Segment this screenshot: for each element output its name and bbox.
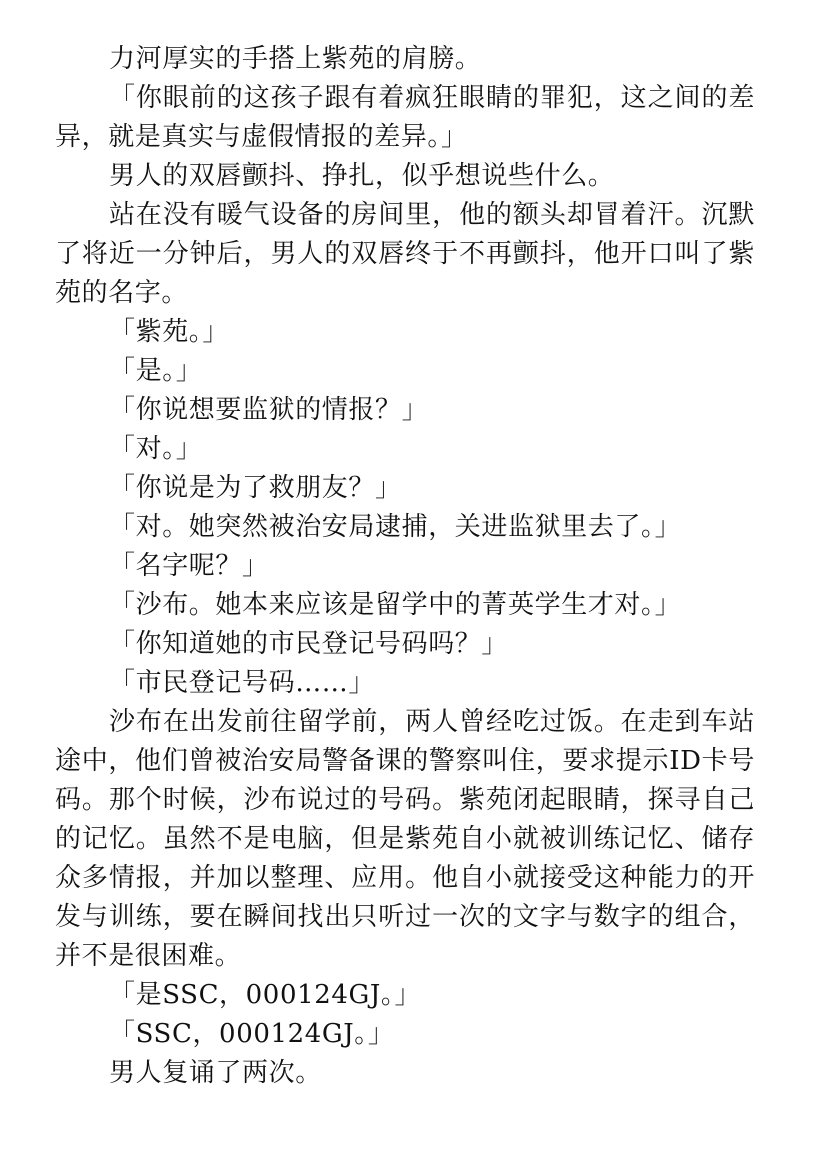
paragraph-dialogue: 「沙布。她本来应该是留学中的菁英学生才对。」	[109, 590, 682, 620]
paragraph-dialogue: 「市民登记号码……」	[109, 668, 376, 698]
paragraph-narration: 力河厚实的手搭上紫苑的肩膀。	[109, 44, 482, 74]
paragraph-dialogue: 「是。」	[109, 356, 203, 386]
paragraph-dialogue: 「紫苑。」	[109, 317, 230, 347]
paragraph-dialogue: 「你知道她的市民登记号码吗？」	[109, 629, 509, 659]
paragraph-narration: 站在没有暖气设备的房间里，他的额头却冒着汗。沉默了将近一分钟后，男人的双唇终于不再颤抖，他开口叫了紫苑的名字。	[55, 200, 755, 308]
paragraph-dialogue: 「你说是为了救朋友？」	[109, 473, 402, 503]
paragraph-dialogue: 「你说想要监狱的情报？」	[109, 395, 429, 425]
paragraph-narration: 沙布在出发前往留学前，两人曾经吃过饭。在走到车站途中，他们曾被治安局警备课的警察叫住，要求提示ID卡号码。那个时候，沙布说过的号码。紫苑闭起眼睛，探寻自己的记忆。虽然不是电脑，但是紫苑自小就被训练记忆、储存众多情报，并加以整理、应用。他自小就接受这种能力的开发与训练，要在瞬间找出只听过一次的文字与数字的组合，并不是很困难。	[55, 707, 755, 971]
paragraph-dialogue: 「对。她突然被治安局逮捕，关进监狱里去了。」	[109, 512, 682, 542]
paragraph-narration: 男人的双唇颤抖、挣扎，似乎想说些什么。	[109, 161, 615, 191]
paragraph-dialogue: 「是SSC，000124GJ。」	[109, 980, 422, 1010]
paragraph-dialogue: 「你眼前的这孩子跟有着疯狂眼睛的罪犯，这之间的差异，就是真实与虚假情报的差异。」	[55, 83, 755, 152]
paragraph-dialogue: 「名字呢？」	[109, 551, 269, 581]
paragraph-narration: 男人复诵了两次。	[109, 1058, 322, 1088]
paragraph-dialogue: 「对。」	[109, 434, 203, 464]
document-page	[55, 40, 755, 1093]
paragraph-dialogue: 「SSC，000124GJ。」	[109, 1019, 395, 1049]
